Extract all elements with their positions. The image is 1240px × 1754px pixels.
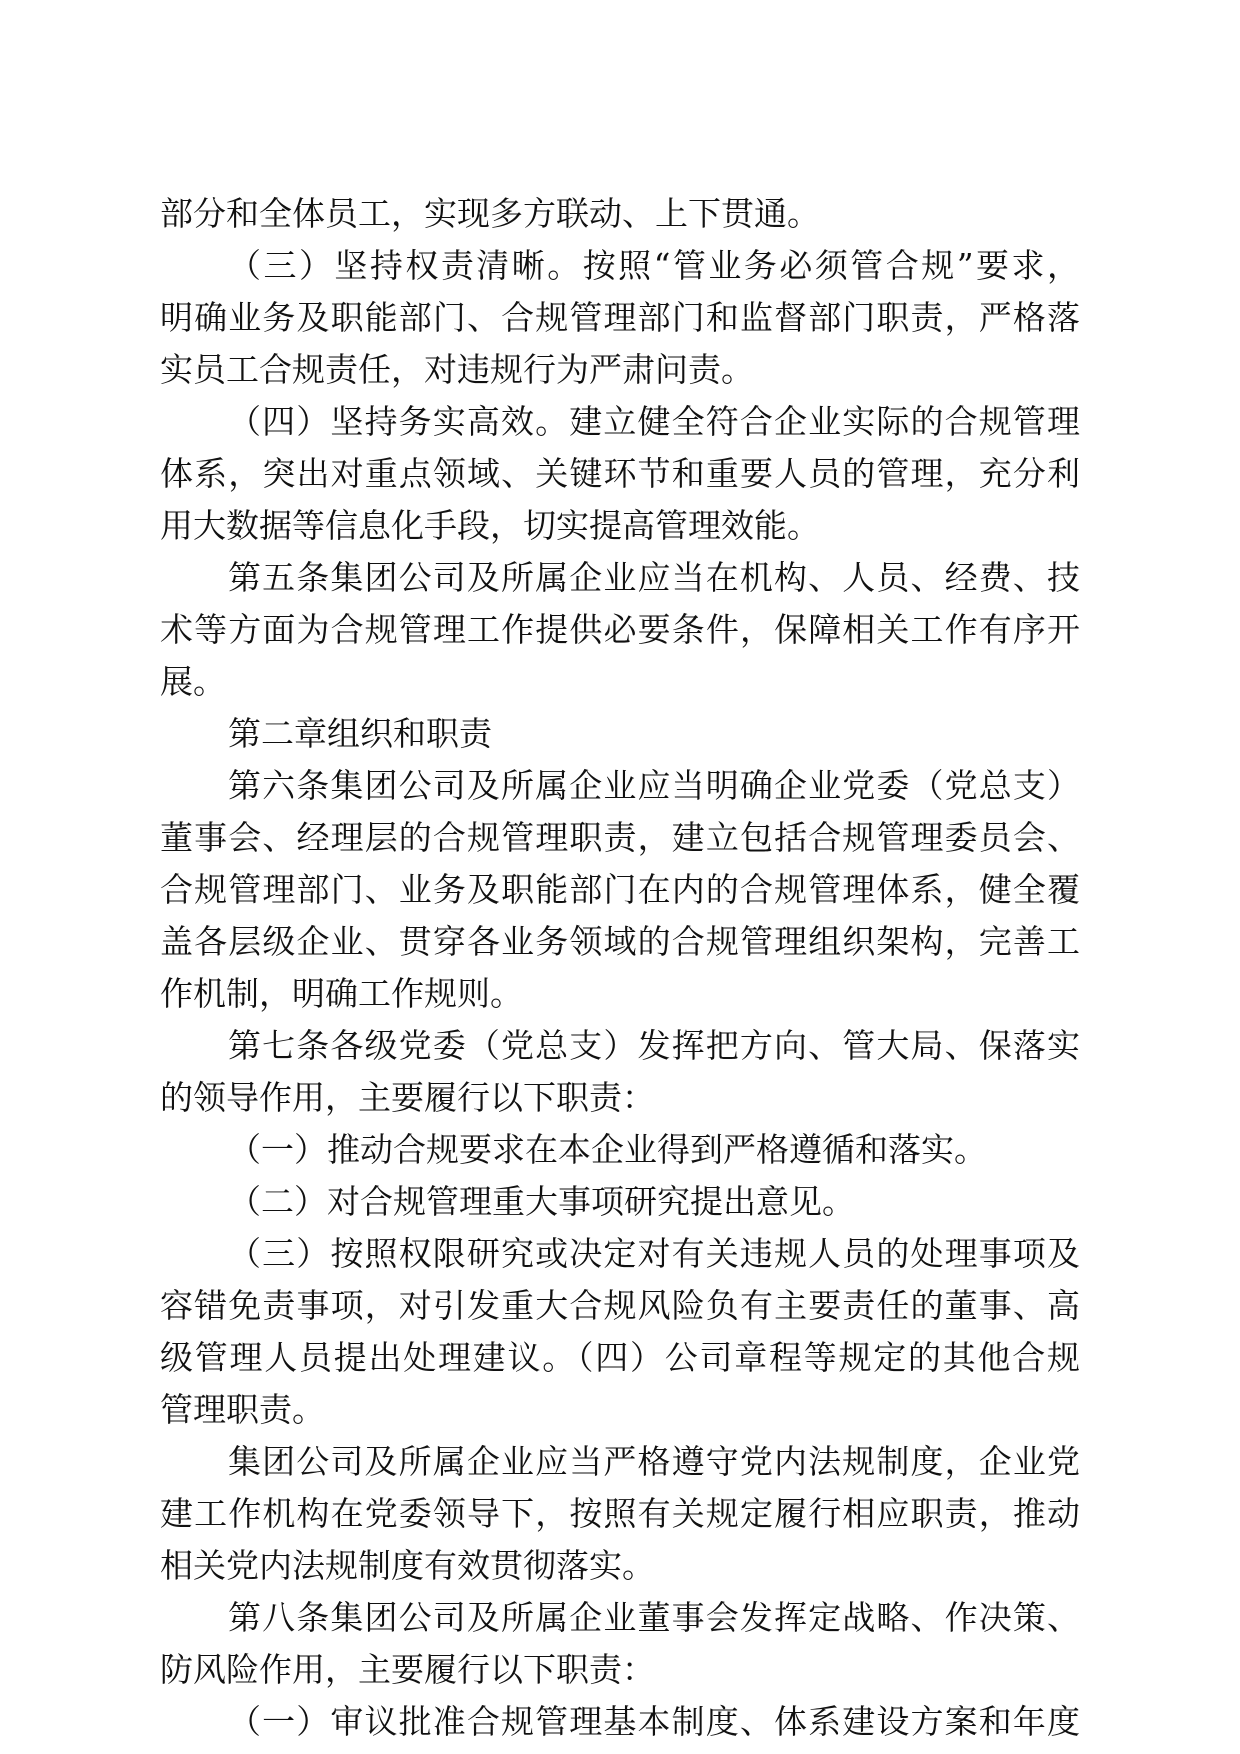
text-line: 明确业务及职能部门、合规管理部门和监督部门职责，严格落 bbox=[160, 298, 1080, 337]
text-line: （四）坚持务实高效。建立健全符合企业实际的合规管理 bbox=[228, 402, 1080, 441]
list-item: （三）按照权限研究或决定对有关违规人员的处理事项及 bbox=[228, 1234, 1080, 1273]
text-line: 董事会、经理层的合规管理职责，建立包括合规管理委员会、 bbox=[160, 818, 1080, 857]
text-line: 建工作机构在党委领导下，按照有关规定履行相应职责，推动 bbox=[160, 1494, 1080, 1533]
text-line: 防风险作用，主要履行以下职责： bbox=[160, 1650, 655, 1689]
text-line: 盖各层级企业、贯穿各业务领域的合规管理组织架构，完善工 bbox=[160, 922, 1080, 961]
text-line: 展。 bbox=[160, 662, 226, 701]
text-line: 实员工合规责任，对违规行为严肃问责。 bbox=[160, 350, 754, 389]
list-item: （一）审议批准合规管理基本制度、体系建设方案和年度 bbox=[228, 1702, 1080, 1741]
article-line: 第七条各级党委（党总支）发挥把方向、管大局、保落实 bbox=[228, 1026, 1080, 1065]
text-line: 集团公司及所属企业应当严格遵守党内法规制度，企业党 bbox=[228, 1442, 1080, 1481]
article-line: 第六条集团公司及所属企业应当明确企业党委（党总支） bbox=[228, 766, 1080, 805]
text-line: 级管理人员提出处理建议。（四）公司章程等规定的其他合规 bbox=[160, 1338, 1080, 1377]
text-line: 用大数据等信息化手段，切实提高管理效能。 bbox=[160, 506, 820, 545]
article-line: 第八条集团公司及所属企业董事会发挥定战略、作决策、 bbox=[228, 1598, 1080, 1637]
list-item: （一）推动合规要求在本企业得到严格遵循和落实。 bbox=[228, 1130, 987, 1169]
text-line: 体系，突出对重点领域、关键环节和重要人员的管理，充分利 bbox=[160, 454, 1080, 493]
article-line: 第五条集团公司及所属企业应当在机构、人员、经费、技 bbox=[228, 558, 1080, 597]
text-line: 相关党内法规制度有效贯彻落实。 bbox=[160, 1546, 655, 1585]
document-body bbox=[160, 188, 1080, 1748]
text-line: 合规管理部门、业务及职能部门在内的合规管理体系，健全覆 bbox=[160, 870, 1080, 909]
text-line: 管理职责。 bbox=[160, 1390, 325, 1429]
text-line: 作机制，明确工作规则。 bbox=[160, 974, 523, 1013]
text-line: 容错免责事项，对引发重大合规风险负有主要责任的董事、高 bbox=[160, 1286, 1080, 1325]
text-line: 部分和全体员工，实现多方联动、上下贯通。 bbox=[160, 194, 820, 233]
text-line: 的领导作用，主要履行以下职责： bbox=[160, 1078, 655, 1117]
chapter-heading: 第二章组织和职责 bbox=[228, 714, 492, 753]
text-line: 术等方面为合规管理工作提供必要条件，保障相关工作有序开 bbox=[160, 610, 1080, 649]
list-item: （二）对合规管理重大事项研究提出意见。 bbox=[228, 1182, 855, 1221]
text-line: （三）坚持权责清晰。按照“管业务必须管合规”要求， bbox=[228, 246, 1080, 285]
